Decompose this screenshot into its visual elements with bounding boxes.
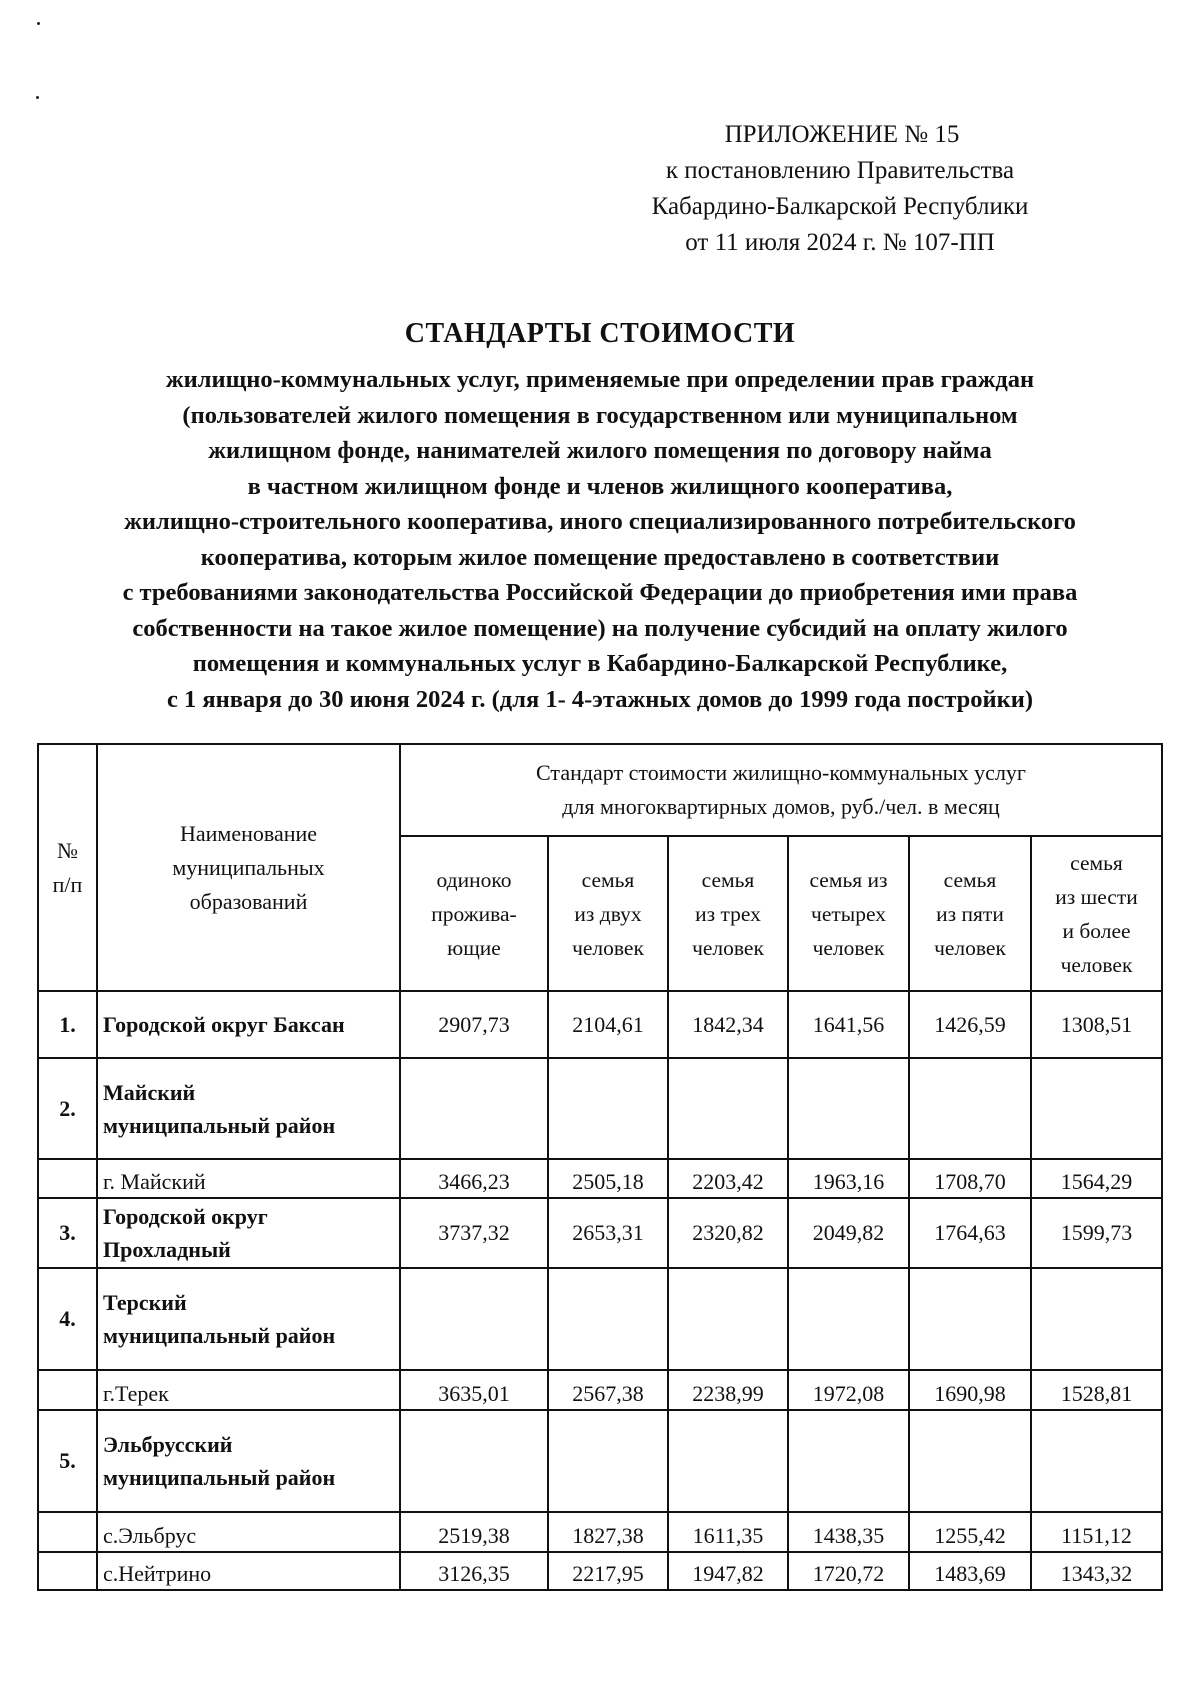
appendix-date: от 11 июля 2024 г. № 107-ПП: [685, 229, 995, 256]
header-num: № п/п: [38, 744, 97, 991]
header-name: Наименование муниципальных образований: [97, 744, 400, 991]
value-cell: 2217,95: [548, 1552, 668, 1590]
table-row-group: [38, 1410, 1162, 1512]
value-cell: 2567,38: [548, 1370, 668, 1410]
value-cell: 3126,35: [400, 1552, 548, 1590]
value-cell: 2505,18: [548, 1159, 668, 1198]
table-header-row: [38, 744, 1162, 836]
document-title: СТАНДАРТЫ СТОИМОСТИ: [404, 318, 796, 349]
value-cell: 1720,72: [788, 1552, 909, 1590]
header-family-6plus: семья из шести и более человек: [1031, 836, 1162, 991]
value-cell: 2907,73: [400, 991, 548, 1058]
table-row: [38, 991, 1162, 1058]
value-cell: 2049,82: [788, 1198, 909, 1268]
row-num: 1.: [38, 991, 97, 1058]
value-cell: 1343,32: [1031, 1552, 1162, 1590]
subtitle-line: с требованиями законодательства Российской Федерации до приобретения ими права: [122, 579, 1078, 606]
subtitle-line: в частном жилищном фонде и членов жилищного кооператива,: [247, 472, 953, 500]
subtitle-line: собственности на такое жилое помещение) на получение субсидий на оплату жилого: [132, 614, 1068, 642]
value-cell: 1842,34: [668, 991, 788, 1058]
value-cell: 1483,69: [909, 1552, 1031, 1590]
subtitle-line: жилищно-коммунальных услуг, применяемые при определении прав граждан: [165, 366, 1035, 393]
value-cell: 1151,12: [1031, 1512, 1162, 1552]
value-cell: 1528,81: [1031, 1370, 1162, 1410]
table-row: [38, 1159, 1162, 1198]
header-group: Стандарт стоимости жилищно-коммунальных услуг для многоквартирных домов, руб./чел. в месяц: [400, 744, 1162, 836]
scan-speck: [36, 96, 39, 99]
value-cell: 1827,38: [548, 1512, 668, 1552]
row-name: с.Эльбрус: [97, 1512, 400, 1552]
document-subtitle: [30, 362, 1170, 717]
appendix-line: к постановлению Правительства: [665, 157, 1015, 184]
value-cell: 2104,61: [548, 991, 668, 1058]
value-cell: 2519,38: [400, 1512, 548, 1552]
subtitle-line: (пользователей жилого помещения в государственном или муниципальном: [182, 401, 1018, 429]
value-cell: 1708,70: [909, 1159, 1031, 1198]
value-cell: 2653,31: [548, 1198, 668, 1268]
table-row: [38, 1198, 1162, 1268]
row-num: 3.: [38, 1198, 97, 1268]
value-cell: 1963,16: [788, 1159, 909, 1198]
row-num: 2.: [38, 1058, 97, 1159]
cost-standards-table: [37, 743, 1163, 1591]
row-name: Городской округ Прохладный: [97, 1198, 400, 1268]
value-cell: 1764,63: [909, 1198, 1031, 1268]
table-row-group: [38, 1268, 1162, 1370]
value-cell: 1690,98: [909, 1370, 1031, 1410]
value-cell: 3466,23: [400, 1159, 548, 1198]
row-name: Эльбрусский муниципальный район: [97, 1410, 400, 1512]
value-cell: 2238,99: [668, 1370, 788, 1410]
appendix-title: ПРИЛОЖЕНИЕ № 15: [724, 121, 960, 148]
value-cell: 3737,32: [400, 1198, 548, 1268]
row-name: Городской округ Баксан: [97, 991, 400, 1058]
header-single: одиноко прожива- ющие: [400, 836, 548, 991]
row-name: Терский муниципальный район: [97, 1268, 400, 1370]
subtitle-line: помещения и коммунальных услуг в Кабардино-Балкарской Республике,: [192, 650, 1008, 677]
header-family-5: семья из пяти человек: [909, 836, 1031, 991]
value-cell: 1611,35: [668, 1512, 788, 1552]
row-name: Майский муниципальный район: [97, 1058, 400, 1159]
value-cell: 1641,56: [788, 991, 909, 1058]
value-cell: 1438,35: [788, 1512, 909, 1552]
header-family-2: семья из двух человек: [548, 836, 668, 991]
row-name: с.Нейтрино: [97, 1552, 400, 1590]
value-cell: 1255,42: [909, 1512, 1031, 1552]
value-cell: 1564,29: [1031, 1159, 1162, 1198]
value-cell: 1308,51: [1031, 991, 1162, 1058]
value-cell: 1972,08: [788, 1370, 909, 1410]
row-name: г.Терек: [97, 1370, 400, 1410]
value-cell: 3635,01: [400, 1370, 548, 1410]
subtitle-line: жилищно-строительного кооператива, иного специализированного потребительского: [124, 508, 1076, 535]
scan-speck: [37, 22, 40, 25]
row-num: 5.: [38, 1410, 97, 1512]
table-row: [38, 1512, 1162, 1552]
subtitle-line: с 1 января до 30 июня 2024 г. (для 1- 4-этажных домов до 1999 года постройки): [166, 685, 1034, 713]
row-num: 4.: [38, 1268, 97, 1370]
value-cell: 1426,59: [909, 991, 1031, 1058]
appendix-line: Кабардино-Балкарской Республики: [651, 193, 1029, 220]
header-family-4: семья из четырех человек: [788, 836, 909, 991]
table-row-group: [38, 1058, 1162, 1159]
subtitle-line: жилищном фонде, нанимателей жилого помещения по договору найма: [208, 437, 992, 464]
value-cell: 2203,42: [668, 1159, 788, 1198]
subtitle-line: кооператива, которым жилое помещение предоставлено в соответствии: [200, 543, 1000, 571]
table-row: [38, 1552, 1162, 1590]
value-cell: 1599,73: [1031, 1198, 1162, 1268]
row-name: г. Майский: [97, 1159, 400, 1198]
table-row: [38, 1370, 1162, 1410]
appendix-header: [610, 117, 1070, 261]
value-cell: 1947,82: [668, 1552, 788, 1590]
value-cell: 2320,82: [668, 1198, 788, 1268]
header-family-3: семья из трех человек: [668, 836, 788, 991]
